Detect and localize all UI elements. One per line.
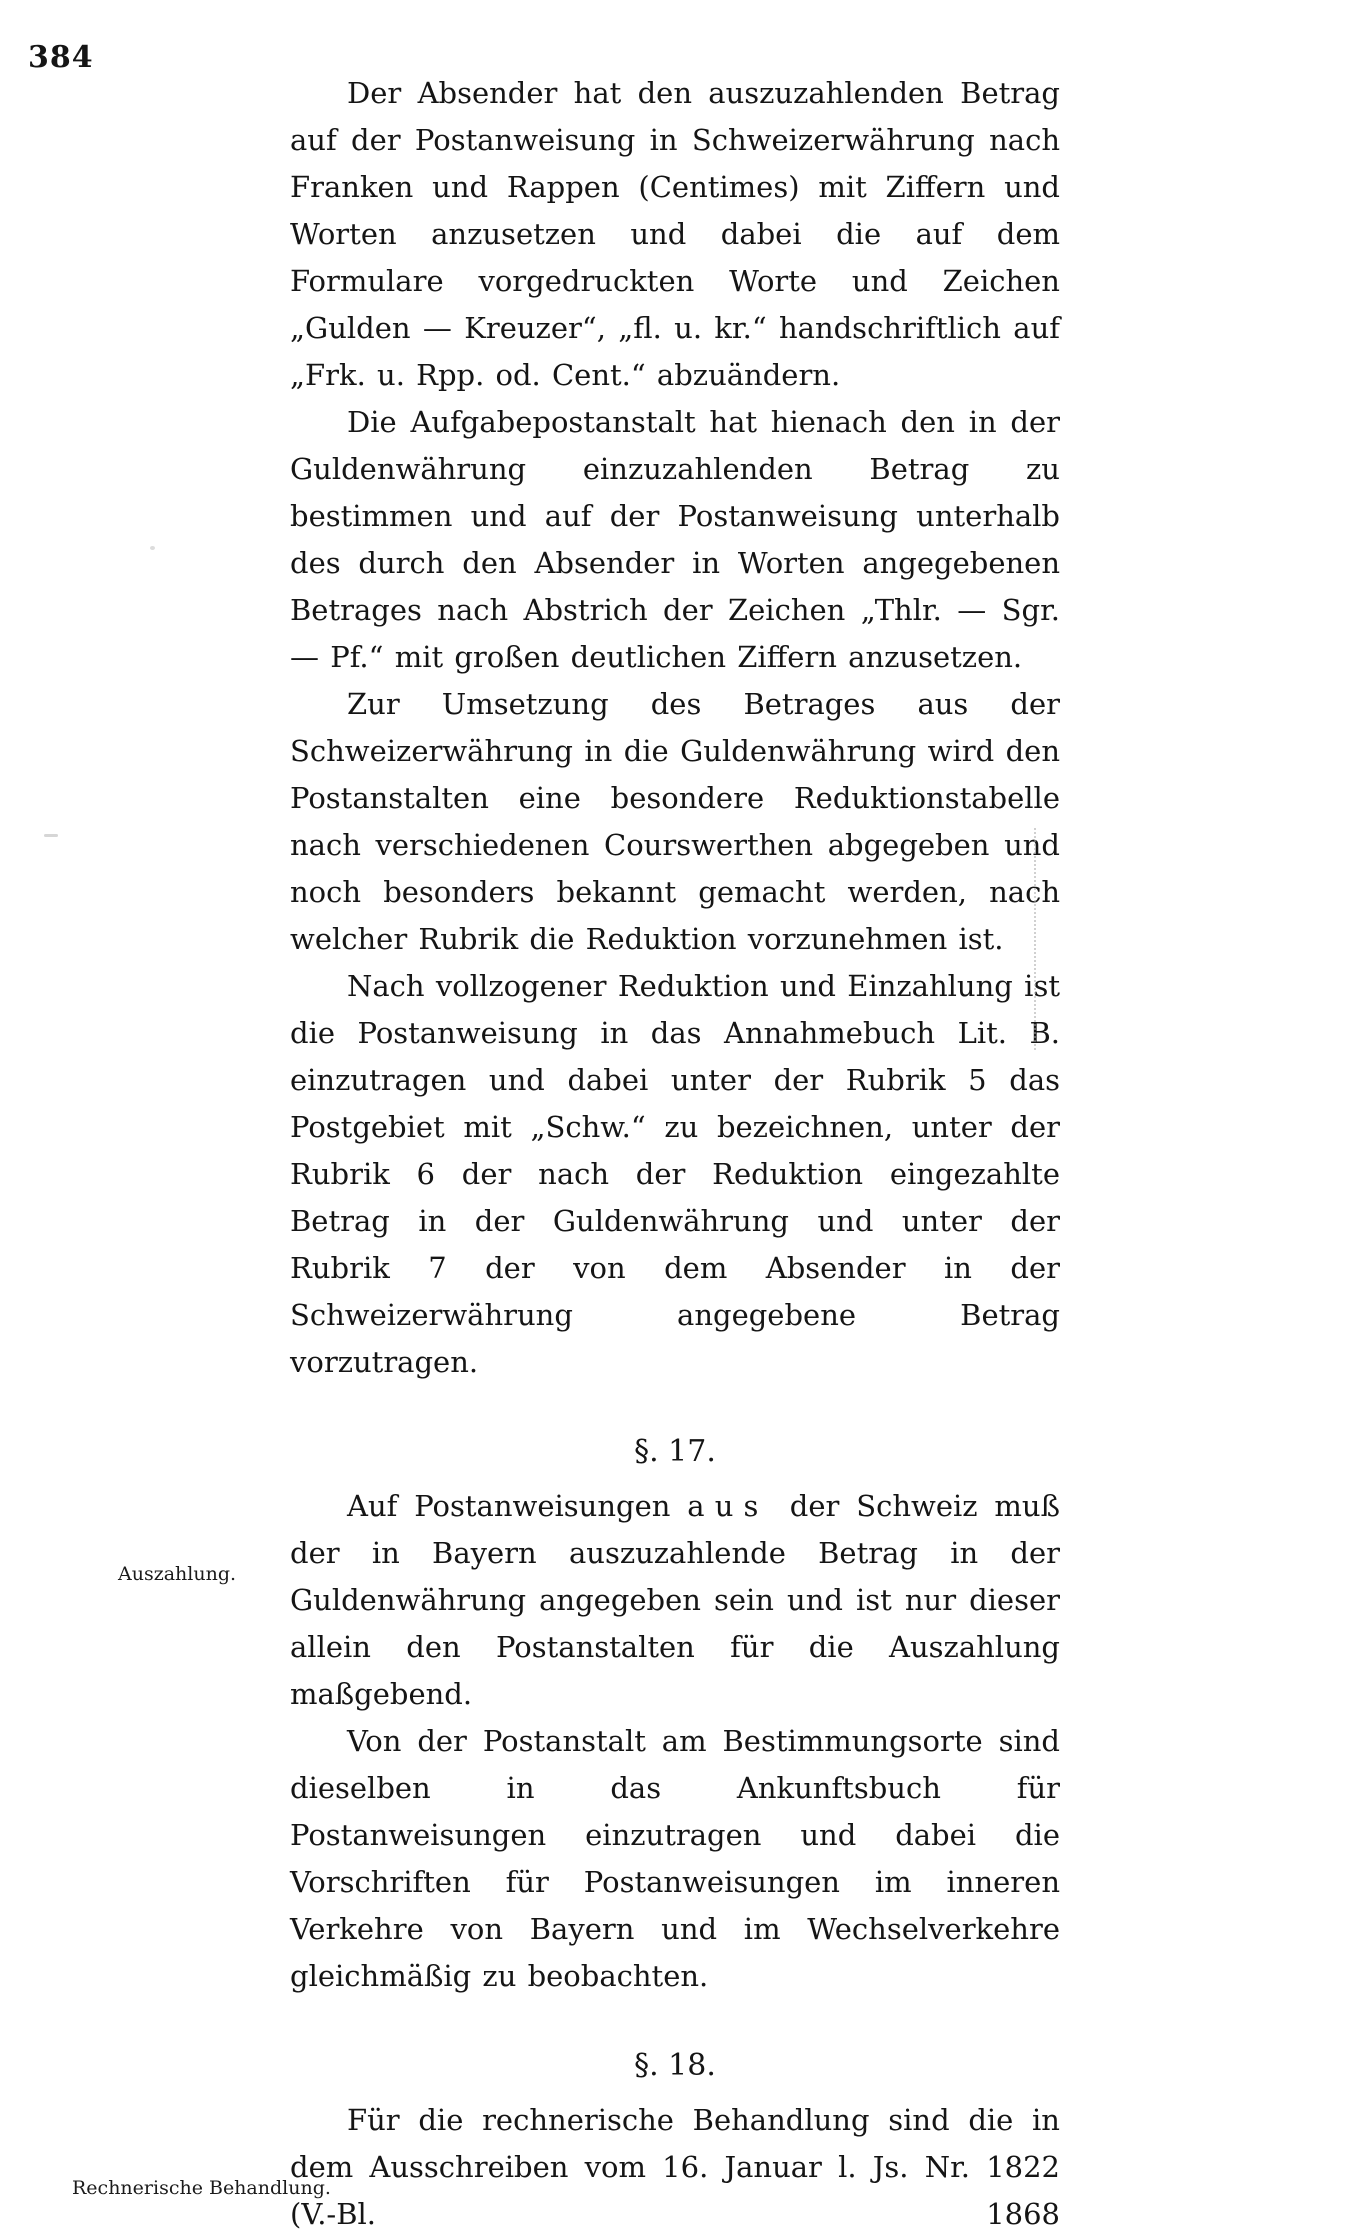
paragraph: [290, 1483, 1060, 1718]
paragraph: [290, 70, 1060, 399]
text-segment: Zur Umsetzung des Betrages aus der Schweizerwährung in die Guldenwährung wird den Postanstalten eine besondere Reduktionstabelle nach verschiedenen Courswerthen abgegeben und noch besonders bekannt gemacht werden, nach welcher Rubrik die Reduktion vorzunehmen ist.: [290, 687, 1060, 956]
text-segment: Auf Postanweisungen: [347, 1489, 688, 1523]
scan-artifact-speck: [44, 834, 58, 837]
scan-artifact-dotted-line: [1034, 828, 1036, 1050]
text-column: [72, 70, 1060, 2238]
section: [72, 2048, 1060, 2238]
section: [118, 1434, 1060, 2000]
sections: [72, 1434, 1060, 2238]
text-segment: Die Aufgabepostanstalt hat hienach den in der Guldenwährung einzuzahlenden Betrag zu bestimmen und auf der Postanweisung unterhalb des durch den Absender in Worten angegebenen Betrages nach Abstrich der Zeichen „Thlr. — Sgr. — Pf.“ mit großen deutlichen Ziffern anzusetzen.: [290, 405, 1060, 674]
text-segment: Für die rechnerische Behandlung sind die in dem Ausschreiben vom 16. Januar l. Js. Nr. 1822 (V.-Bl. 1868: [290, 2103, 1060, 2231]
text-segment: Nach vollzogener Reduktion und Einzahlung ist die Postanweisung in das Annahmebuch Lit. B. einzutragen und dabei unter der Rubrik 5 das Postgebiet mit „Schw.“ zu bezeichnen, unter der Rubrik 6 der nach der Reduktion eingezahlte Betrag in der Guldenwährung und unter der Rubrik 7 der von dem Absender in der Schweizerwährung angegebene Betrag vorzutragen.: [290, 969, 1060, 1379]
margin-note: Rechnerische Behandlung.: [72, 2177, 331, 2199]
paragraph: [290, 399, 1060, 681]
margin-note: Auszahlung.: [118, 1563, 237, 1585]
section-heading: §. 17.: [634, 1434, 716, 1469]
paragraph: [290, 963, 1060, 1386]
intro-paragraphs: [290, 70, 1060, 1386]
emphasized-word: aus: [687, 1489, 769, 1523]
paragraph: [290, 2097, 1060, 2238]
text-segment: der Schweiz muß der in Bayern auszuzahlende Betrag in der Guldenwährung angegeben sein und ist nur dieser allein den Postanstalten für die Auszahlung maßgebend.: [290, 1489, 1060, 1711]
scan-artifact-speck: [150, 546, 155, 550]
paragraph: [290, 681, 1060, 963]
text-segment: Von der Postanstalt am Bestimmungsorte sind dieselben in das Ankunftsbuch für Postanweisungen einzutragen und dabei die Vorschriften für Postanweisungen im inneren Verkehre von Bayern und im Wechselverkehre gleichmäßig zu beobachten.: [290, 1724, 1060, 1993]
paragraph: [290, 1718, 1060, 2000]
text-segment: Der Absender hat den auszuzahlenden Betrag auf der Postanweisung in Schweizerwährung nach Franken und Rappen (Centimes) mit Ziffern und Worten anzusetzen und dabei die auf dem Formulare vorgedruckten Worte und Zeichen „Gulden — Kreuzer“, „fl. u. kr.“ handschriftlich auf „Frk. u. Rpp. od. Cent.“ abzuändern.: [290, 76, 1060, 392]
page-number: 384: [28, 40, 94, 75]
section-heading: §. 18.: [634, 2048, 716, 2083]
